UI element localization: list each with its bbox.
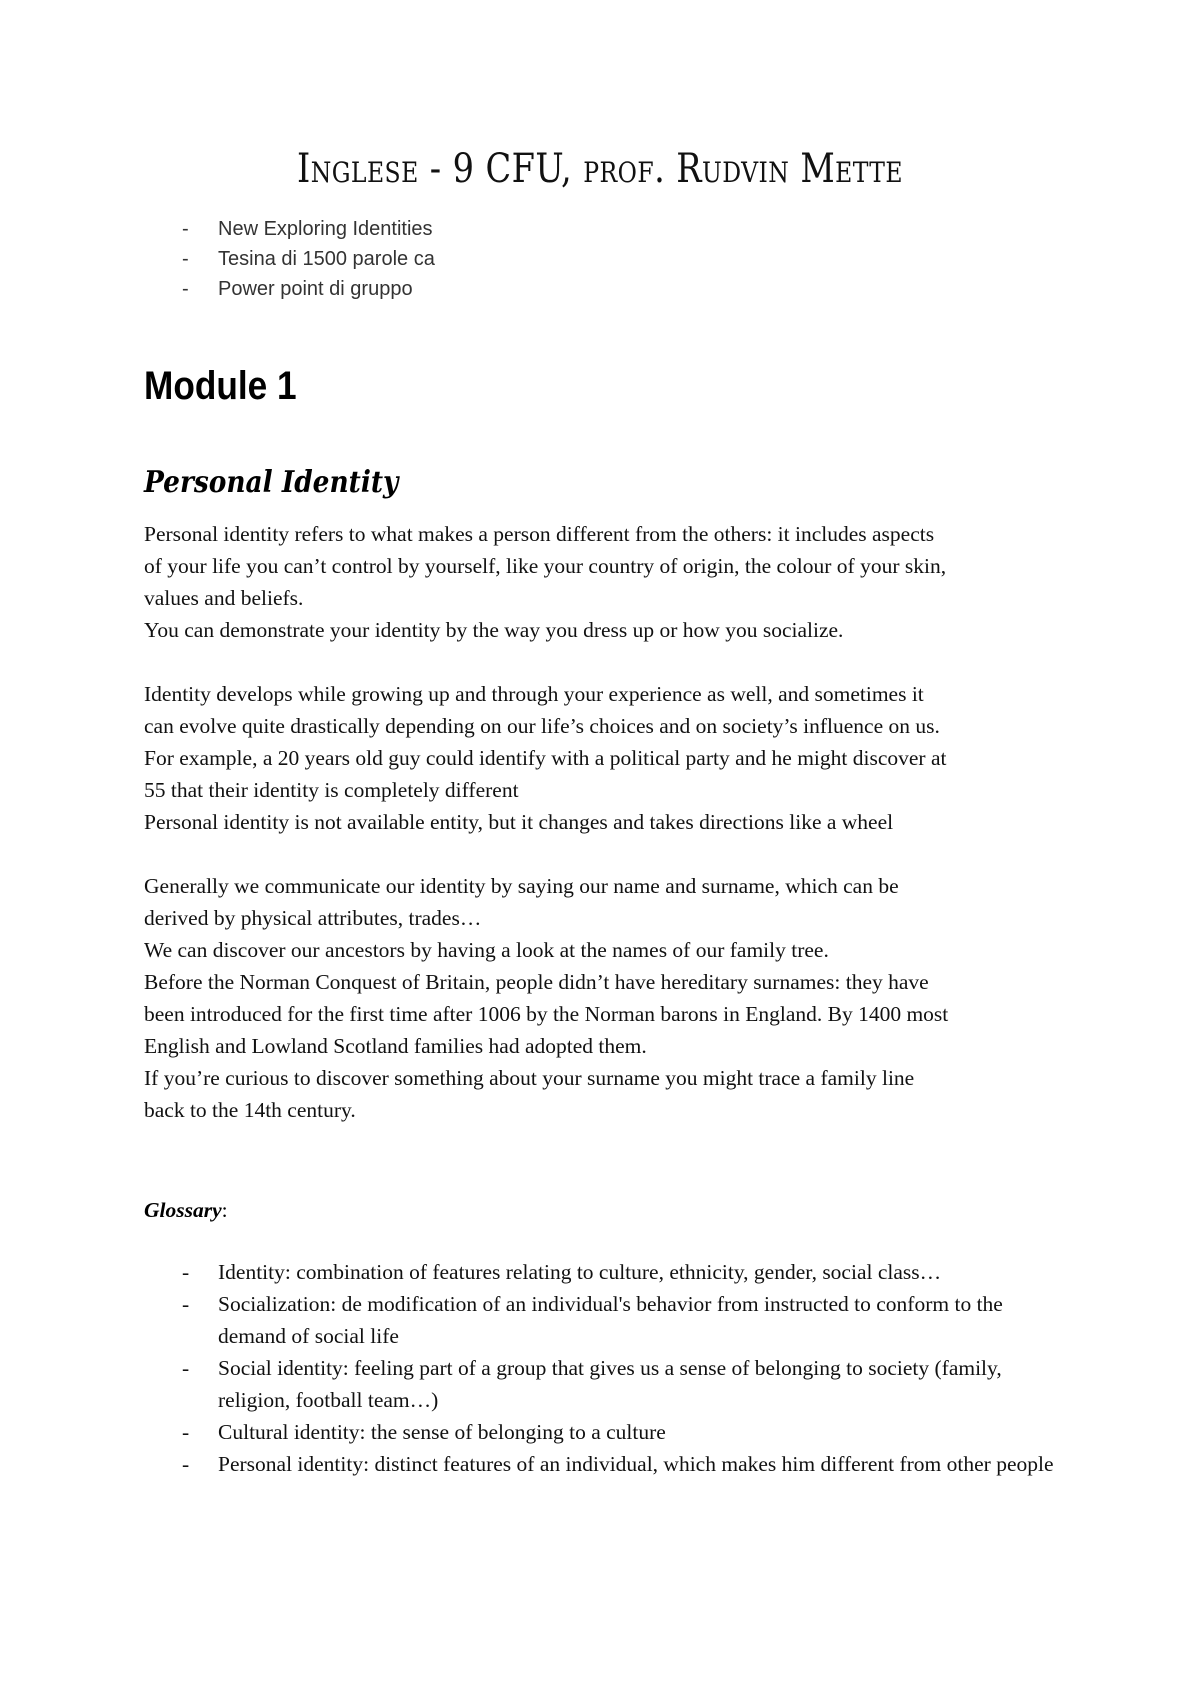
bullet-dash: - bbox=[182, 1356, 190, 1380]
paragraph-line: been introduced for the first time after 1006 by the Norman barons in England. By 1400 most bbox=[144, 1002, 949, 1026]
glossary-item-text: Social identity: feeling part of a group that gives us a sense of belonging to society (family, religion, football team…) bbox=[218, 1356, 1002, 1412]
module-heading: Module 1 bbox=[144, 364, 297, 408]
glossary-label-colon: : bbox=[221, 1198, 228, 1222]
paragraph-line: Identity develops while growing up and through your experience as well, and sometimes it bbox=[144, 682, 924, 706]
list-item bbox=[182, 214, 435, 244]
bullet-dash: - bbox=[182, 1452, 190, 1476]
paragraph-line: Before the Norman Conquest of Britain, people didn’t have hereditary surnames: they have bbox=[144, 970, 929, 994]
glossary-item-text: Socialization: de modification of an individual's behavior from instructed to conform to the demand of social life bbox=[218, 1292, 1003, 1348]
glossary-item-text: Identity: combination of features relating to culture, ethnicity, gender, social class… bbox=[218, 1260, 942, 1284]
paragraph-line: can evolve quite drastically depending on our life’s choices and on society’s influence on us. bbox=[144, 714, 940, 738]
paragraph-line: Generally we communicate our identity by saying our name and surname, which can be bbox=[144, 874, 899, 898]
bullet-dash: - bbox=[182, 1260, 190, 1284]
glossary-item bbox=[182, 1288, 1058, 1352]
glossary-item bbox=[182, 1448, 1058, 1480]
list-item bbox=[182, 244, 435, 274]
paragraph-line: back to the 14th century. bbox=[144, 1098, 356, 1122]
glossary-item-text: Personal identity: distinct features of an individual, which makes him different from other people bbox=[218, 1452, 1054, 1476]
paragraph-line: We can discover our ancestors by having a look at the names of our family tree. bbox=[144, 938, 829, 962]
paragraph-line: derived by physical attributes, trades… bbox=[144, 906, 482, 930]
paragraph-line: Personal identity is not available entity, but it changes and takes directions like a wheel bbox=[144, 810, 894, 834]
paragraph-spacer bbox=[144, 646, 1074, 678]
bullet-dash: - bbox=[182, 248, 189, 270]
glossary-item bbox=[182, 1416, 1058, 1448]
paragraph-line: You can demonstrate your identity by the way you dress up or how you socialize. bbox=[144, 618, 844, 642]
glossary-item bbox=[182, 1352, 1058, 1416]
bullet-dash: - bbox=[182, 278, 189, 300]
bullet-dash: - bbox=[182, 218, 189, 240]
section-heading: Personal Identity bbox=[144, 465, 399, 500]
bullet-dash: - bbox=[182, 1420, 190, 1444]
paragraph-line: Personal identity refers to what makes a person different from the others: it includes aspects bbox=[144, 522, 935, 546]
glossary-label-text: Glossary bbox=[144, 1198, 222, 1222]
paragraph-line: For example, a 20 years old guy could identify with a political party and he might discover at bbox=[144, 746, 947, 770]
glossary-label bbox=[144, 1194, 228, 1226]
paragraph-line: values and beliefs. bbox=[144, 586, 304, 610]
paragraph-line: If you’re curious to discover something about your surname you might trace a family line bbox=[144, 1066, 915, 1090]
paragraph-line: of your life you can’t control by yourself, like your country of origin, the colour of your skin, bbox=[144, 554, 947, 578]
glossary-item-text: Cultural identity: the sense of belonging to a culture bbox=[218, 1420, 666, 1444]
glossary-item bbox=[182, 1256, 1058, 1288]
glossary-list bbox=[182, 1256, 1058, 1480]
list-item-text: New Exploring Identities bbox=[218, 218, 433, 240]
paragraph-spacer bbox=[144, 838, 1074, 870]
paragraph-line: English and Lowland Scotland families had adopted them. bbox=[144, 1034, 647, 1058]
list-item-text: Power point di gruppo bbox=[218, 278, 413, 300]
list-item bbox=[182, 274, 435, 304]
paragraph-line: 55 that their identity is completely different bbox=[144, 778, 519, 802]
body-text bbox=[144, 518, 1074, 1126]
bullet-dash: - bbox=[182, 1292, 190, 1316]
intro-list bbox=[182, 214, 435, 304]
document-title: Inglese - 9 CFU, prof. Rudvin Mette bbox=[297, 146, 903, 192]
list-item-text: Tesina di 1500 parole ca bbox=[218, 248, 435, 270]
